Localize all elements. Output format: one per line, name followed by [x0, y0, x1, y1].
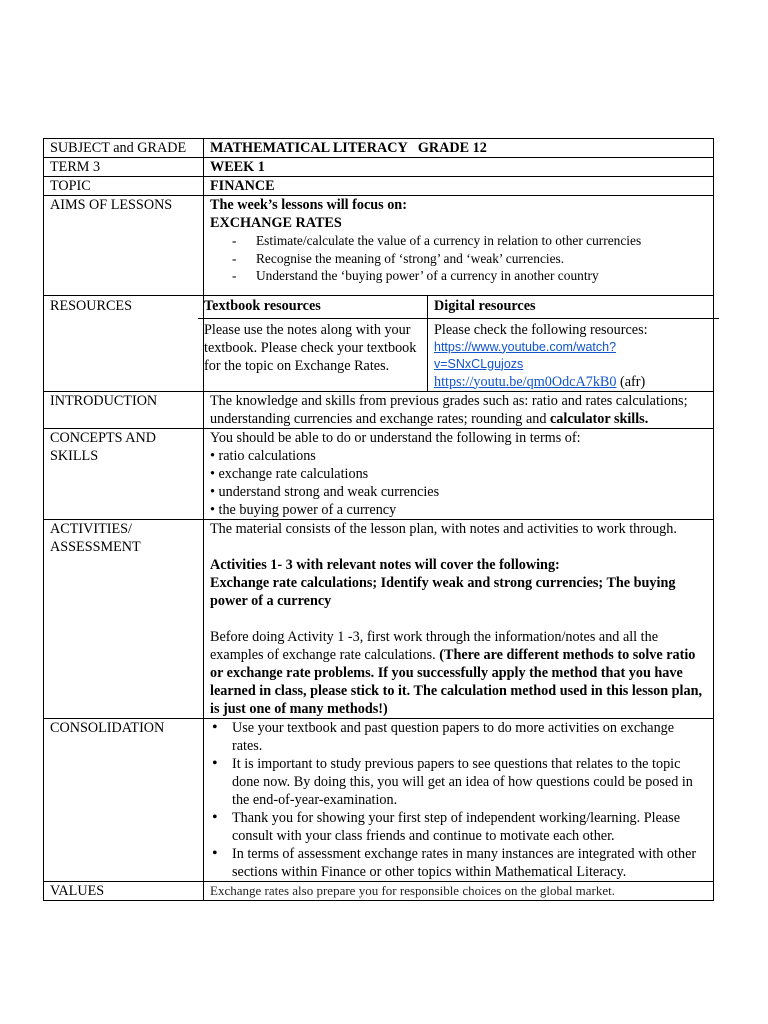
activities-intro: The material consists of the lesson plan, with notes and activities to work through.: [210, 520, 677, 537]
concepts-item: • the buying power of a currency: [210, 501, 397, 518]
resources-content: [204, 295, 714, 391]
concepts-row: [44, 428, 714, 519]
introduction-row: [44, 391, 714, 428]
activities-label: ACTIVITIES/ ASSESSMENT: [44, 519, 204, 718]
youtube-link-2-suffix: (afr): [616, 373, 646, 390]
concepts-item: • ratio calculations: [210, 447, 316, 464]
consolidation-list: [210, 719, 707, 881]
activities-row: [44, 519, 714, 718]
aims-content: [204, 196, 714, 296]
term-label: TERM 3: [44, 158, 204, 177]
consolidation-item: • Use your textbook and past question papers to do more activities on exchange rates.: [210, 719, 707, 755]
activities-topics: Exchange rate calculations; Identify weak and strong currencies; The buying power of a currency: [210, 574, 676, 609]
digital-cell: [428, 318, 720, 391]
values-label: VALUES: [44, 881, 204, 900]
aims-item: - Estimate/calculate the value of a currency in relation to other currencies: [232, 232, 707, 250]
topic-label: TOPIC: [44, 177, 204, 196]
textbook-header: Textbook resources: [198, 296, 428, 319]
resources-row: [44, 295, 714, 391]
topic-row: [44, 177, 714, 196]
aims-row: [44, 196, 714, 296]
aims-label: AIMS OF LESSONS: [44, 196, 204, 296]
digital-header: Digital resources: [428, 296, 720, 319]
youtube-link-2-line: [434, 373, 713, 391]
introduction-label: INTRODUCTION: [44, 391, 204, 428]
youtube-link-1[interactable]: https://www.youtube.com/watch? v=SNxCLgujozs: [434, 339, 617, 371]
values-text: Exchange rates also prepare you for responsible choices on the global market.: [204, 881, 714, 900]
aims-item: - Recognise the meaning of ‘strong’ and ‘weak’ currencies.: [232, 250, 707, 268]
concepts-item: • exchange rate calculations: [210, 465, 369, 482]
lesson-plan-table: [43, 138, 714, 901]
concepts-label: CONCEPTS AND SKILLS: [44, 428, 204, 519]
youtube-link-2[interactable]: https://youtu.be/qm0OdcA7kB0: [434, 373, 617, 390]
resources-label: RESOURCES: [44, 295, 204, 391]
activities-instructions-bold: (There are different methods to solve ratio or exchange rate problems. If you successfully apply the method that you have learned in class, please stick to it. The calculation method used in this lesson plan, is just one of many methods!): [210, 646, 703, 717]
consolidation-content: [204, 718, 714, 881]
consolidation-label: CONSOLIDATION: [44, 718, 204, 881]
resources-table: [198, 296, 719, 391]
introduction-text: The knowledge and skills from previous grades such as: ratio and rates calculations; understanding currencies and exchange rates; rounding and: [210, 392, 688, 427]
subject-value: MATHEMATICAL LITERACY GRADE 12: [204, 139, 714, 158]
subject-label: SUBJECT and GRADE: [44, 139, 204, 158]
introduction-bold: calculator skills.: [549, 410, 649, 427]
concepts-content: [204, 428, 714, 519]
consolidation-item: • Thank you for showing your first step of independent working/learning. Please consult with your class friends and continue to motivate each other.: [210, 809, 707, 845]
values-row: [44, 881, 714, 900]
aims-item: - Understand the ‘buying power’ of a currency in another country: [232, 267, 707, 285]
term-row: [44, 158, 714, 177]
activities-instructions-text: Before doing Activity 1 -3, first work through the information/notes and all the examples of exchange rate calculations.: [210, 628, 659, 663]
activities-instructions: [210, 628, 707, 718]
aims-heading: EXCHANGE RATES: [210, 215, 342, 231]
introduction-content: [204, 391, 714, 428]
consolidation-item: • In terms of assessment exchange rates in many instances are integrated with other sections within Finance or other topics within Mathematical Literacy.: [210, 845, 707, 881]
activities-heading: Activities 1- 3 with relevant notes will cover the following:: [210, 556, 560, 573]
concepts-intro: You should be able to do or understand the following in terms of:: [210, 429, 581, 446]
concepts-item: • understand strong and weak currencies: [210, 483, 440, 500]
aims-list: [210, 232, 707, 285]
aims-intro: The week’s lessons will focus on:: [210, 197, 407, 213]
subject-row: [44, 139, 714, 158]
consolidation-row: [44, 718, 714, 881]
term-value: WEEK 1: [204, 158, 714, 177]
textbook-text: Please use the notes along with your textbook. Please check your textbook for the topic on Exchange Rates.: [198, 318, 428, 391]
topic-value: FINANCE: [204, 177, 714, 196]
digital-intro: Please check the following resources:: [434, 321, 648, 338]
activities-content: [204, 519, 714, 718]
consolidation-item: • It is important to study previous papers to see questions that relates to the topic done now. By doing this, you will get an idea of how questions could be posed in the end-of-year-examination.: [210, 755, 707, 809]
